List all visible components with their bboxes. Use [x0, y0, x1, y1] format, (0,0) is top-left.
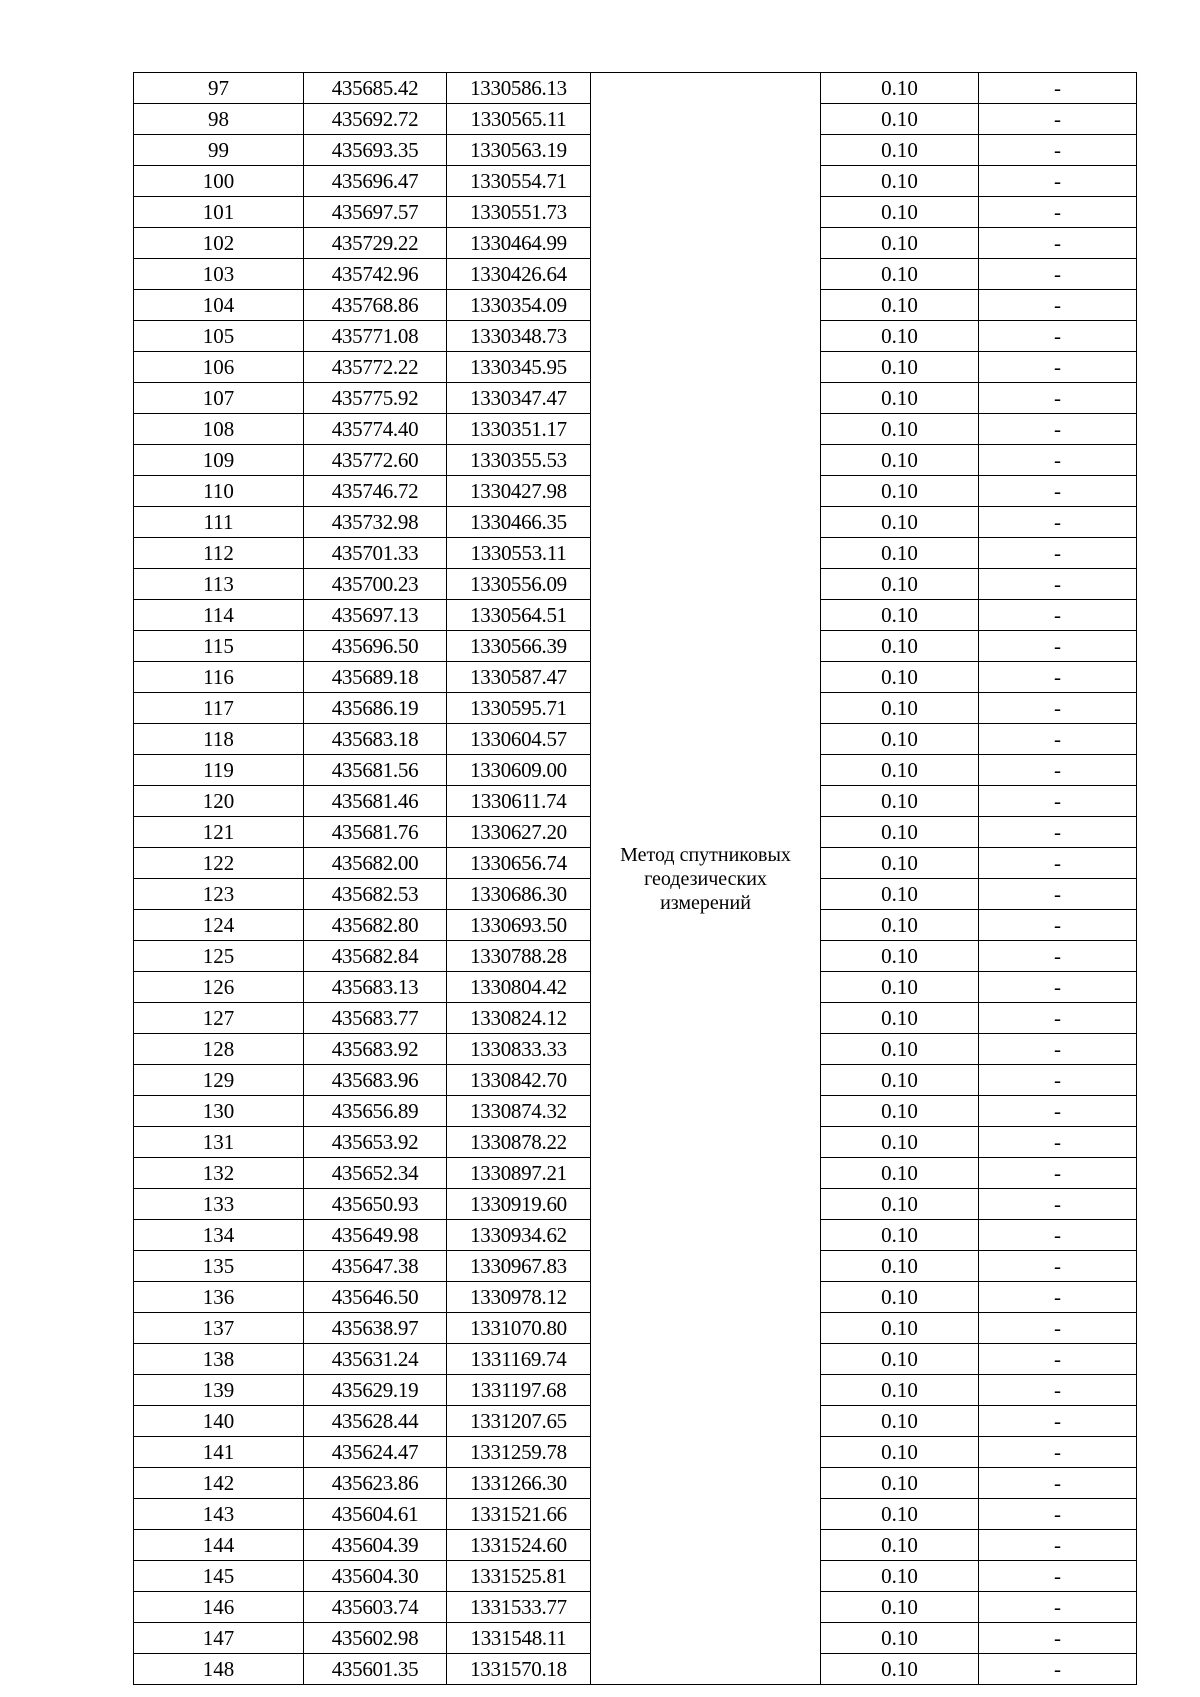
accuracy-cell: 0.10: [821, 631, 979, 662]
point-number-cell: 135: [134, 1251, 304, 1282]
point-number-cell: 132: [134, 1158, 304, 1189]
point-number-cell: 115: [134, 631, 304, 662]
x-coordinate-cell: 435692.72: [304, 104, 447, 135]
y-coordinate-cell: 1330627.20: [447, 817, 591, 848]
x-coordinate-cell: 435682.00: [304, 848, 447, 879]
accuracy-cell: 0.10: [821, 1313, 979, 1344]
y-coordinate-cell: 1330788.28: [447, 941, 591, 972]
note-cell: -: [979, 786, 1137, 817]
accuracy-cell: 0.10: [821, 321, 979, 352]
note-cell: -: [979, 445, 1137, 476]
y-coordinate-cell: 1330656.74: [447, 848, 591, 879]
x-coordinate-cell: 435693.35: [304, 135, 447, 166]
accuracy-cell: 0.10: [821, 693, 979, 724]
y-coordinate-cell: 1330551.73: [447, 197, 591, 228]
y-coordinate-cell: 1330978.12: [447, 1282, 591, 1313]
x-coordinate-cell: 435696.47: [304, 166, 447, 197]
point-number-cell: 119: [134, 755, 304, 786]
y-coordinate-cell: 1330611.74: [447, 786, 591, 817]
accuracy-cell: 0.10: [821, 1034, 979, 1065]
y-coordinate-cell: 1331524.60: [447, 1530, 591, 1561]
x-coordinate-cell: 435700.23: [304, 569, 447, 600]
point-number-cell: 101: [134, 197, 304, 228]
point-number-cell: 108: [134, 414, 304, 445]
accuracy-cell: 0.10: [821, 1189, 979, 1220]
note-cell: -: [979, 910, 1137, 941]
point-number-cell: 146: [134, 1592, 304, 1623]
point-number-cell: 110: [134, 476, 304, 507]
note-cell: -: [979, 755, 1137, 786]
point-number-cell: 126: [134, 972, 304, 1003]
note-cell: -: [979, 1623, 1137, 1654]
accuracy-cell: 0.10: [821, 848, 979, 879]
y-coordinate-cell: 1330464.99: [447, 228, 591, 259]
x-coordinate-cell: 435742.96: [304, 259, 447, 290]
x-coordinate-cell: 435729.22: [304, 228, 447, 259]
accuracy-cell: 0.10: [821, 817, 979, 848]
point-number-cell: 112: [134, 538, 304, 569]
note-cell: -: [979, 383, 1137, 414]
note-cell: -: [979, 1654, 1137, 1685]
x-coordinate-cell: 435604.30: [304, 1561, 447, 1592]
x-coordinate-cell: 435683.13: [304, 972, 447, 1003]
y-coordinate-cell: 1330686.30: [447, 879, 591, 910]
accuracy-cell: 0.10: [821, 507, 979, 538]
point-number-cell: 138: [134, 1344, 304, 1375]
y-coordinate-cell: 1330609.00: [447, 755, 591, 786]
y-coordinate-cell: 1330587.47: [447, 662, 591, 693]
accuracy-cell: 0.10: [821, 1530, 979, 1561]
note-cell: -: [979, 1561, 1137, 1592]
note-cell: -: [979, 259, 1137, 290]
note-cell: -: [979, 73, 1137, 104]
note-cell: -: [979, 1065, 1137, 1096]
point-number-cell: 136: [134, 1282, 304, 1313]
point-number-cell: 121: [134, 817, 304, 848]
note-cell: -: [979, 817, 1137, 848]
accuracy-cell: 0.10: [821, 228, 979, 259]
note-cell: -: [979, 197, 1137, 228]
accuracy-cell: 0.10: [821, 724, 979, 755]
point-number-cell: 124: [134, 910, 304, 941]
point-number-cell: 100: [134, 166, 304, 197]
note-cell: -: [979, 1282, 1137, 1313]
y-coordinate-cell: 1330804.42: [447, 972, 591, 1003]
y-coordinate-cell: 1331259.78: [447, 1437, 591, 1468]
x-coordinate-cell: 435686.19: [304, 693, 447, 724]
x-coordinate-cell: 435603.74: [304, 1592, 447, 1623]
note-cell: -: [979, 228, 1137, 259]
point-number-cell: 103: [134, 259, 304, 290]
point-number-cell: 106: [134, 352, 304, 383]
y-coordinate-cell: 1330427.98: [447, 476, 591, 507]
point-number-cell: 133: [134, 1189, 304, 1220]
point-number-cell: 127: [134, 1003, 304, 1034]
accuracy-cell: 0.10: [821, 786, 979, 817]
accuracy-cell: 0.10: [821, 1220, 979, 1251]
x-coordinate-cell: 435682.80: [304, 910, 447, 941]
point-number-cell: 102: [134, 228, 304, 259]
x-coordinate-cell: 435683.18: [304, 724, 447, 755]
note-cell: -: [979, 941, 1137, 972]
note-cell: -: [979, 1189, 1137, 1220]
accuracy-cell: 0.10: [821, 1499, 979, 1530]
accuracy-cell: 0.10: [821, 755, 979, 786]
accuracy-cell: 0.10: [821, 1654, 979, 1685]
y-coordinate-cell: 1330604.57: [447, 724, 591, 755]
note-cell: -: [979, 879, 1137, 910]
x-coordinate-cell: 435682.53: [304, 879, 447, 910]
point-number-cell: 139: [134, 1375, 304, 1406]
point-number-cell: 145: [134, 1561, 304, 1592]
accuracy-cell: 0.10: [821, 414, 979, 445]
note-cell: -: [979, 104, 1137, 135]
point-number-cell: 147: [134, 1623, 304, 1654]
y-coordinate-cell: 1330693.50: [447, 910, 591, 941]
point-number-cell: 129: [134, 1065, 304, 1096]
accuracy-cell: 0.10: [821, 166, 979, 197]
note-cell: -: [979, 352, 1137, 383]
note-cell: -: [979, 972, 1137, 1003]
point-number-cell: 122: [134, 848, 304, 879]
coordinates-table: [133, 72, 1137, 1685]
y-coordinate-cell: 1330348.73: [447, 321, 591, 352]
y-coordinate-cell: 1330556.09: [447, 569, 591, 600]
y-coordinate-cell: 1330897.21: [447, 1158, 591, 1189]
accuracy-cell: 0.10: [821, 1251, 979, 1282]
accuracy-cell: 0.10: [821, 879, 979, 910]
point-number-cell: 125: [134, 941, 304, 972]
point-number-cell: 104: [134, 290, 304, 321]
x-coordinate-cell: 435701.33: [304, 538, 447, 569]
x-coordinate-cell: 435746.72: [304, 476, 447, 507]
note-cell: -: [979, 1375, 1137, 1406]
y-coordinate-cell: 1331266.30: [447, 1468, 591, 1499]
accuracy-cell: 0.10: [821, 1437, 979, 1468]
accuracy-cell: 0.10: [821, 476, 979, 507]
point-number-cell: 123: [134, 879, 304, 910]
note-cell: -: [979, 1468, 1137, 1499]
x-coordinate-cell: 435629.19: [304, 1375, 447, 1406]
y-coordinate-cell: 1330564.51: [447, 600, 591, 631]
x-coordinate-cell: 435683.96: [304, 1065, 447, 1096]
x-coordinate-cell: 435689.18: [304, 662, 447, 693]
x-coordinate-cell: 435652.34: [304, 1158, 447, 1189]
x-coordinate-cell: 435696.50: [304, 631, 447, 662]
accuracy-cell: 0.10: [821, 104, 979, 135]
accuracy-cell: 0.10: [821, 197, 979, 228]
x-coordinate-cell: 435649.98: [304, 1220, 447, 1251]
y-coordinate-cell: 1330351.17: [447, 414, 591, 445]
x-coordinate-cell: 435697.13: [304, 600, 447, 631]
x-coordinate-cell: 435646.50: [304, 1282, 447, 1313]
y-coordinate-cell: 1331197.68: [447, 1375, 591, 1406]
point-number-cell: 143: [134, 1499, 304, 1530]
note-cell: -: [979, 538, 1137, 569]
point-number-cell: 120: [134, 786, 304, 817]
point-number-cell: 116: [134, 662, 304, 693]
x-coordinate-cell: 435768.86: [304, 290, 447, 321]
note-cell: -: [979, 1251, 1137, 1282]
accuracy-cell: 0.10: [821, 1623, 979, 1654]
x-coordinate-cell: 435732.98: [304, 507, 447, 538]
x-coordinate-cell: 435683.77: [304, 1003, 447, 1034]
accuracy-cell: 0.10: [821, 600, 979, 631]
point-number-cell: 97: [134, 73, 304, 104]
x-coordinate-cell: 435604.61: [304, 1499, 447, 1530]
x-coordinate-cell: 435628.44: [304, 1406, 447, 1437]
y-coordinate-cell: 1330354.09: [447, 290, 591, 321]
x-coordinate-cell: 435631.24: [304, 1344, 447, 1375]
note-cell: -: [979, 166, 1137, 197]
y-coordinate-cell: 1331533.77: [447, 1592, 591, 1623]
point-number-cell: 142: [134, 1468, 304, 1499]
note-cell: -: [979, 600, 1137, 631]
x-coordinate-cell: 435681.56: [304, 755, 447, 786]
y-coordinate-cell: 1330466.35: [447, 507, 591, 538]
point-number-cell: 140: [134, 1406, 304, 1437]
point-number-cell: 109: [134, 445, 304, 476]
x-coordinate-cell: 435650.93: [304, 1189, 447, 1220]
accuracy-cell: 0.10: [821, 1344, 979, 1375]
note-cell: -: [979, 569, 1137, 600]
note-cell: -: [979, 1344, 1137, 1375]
point-number-cell: 131: [134, 1127, 304, 1158]
y-coordinate-cell: 1331525.81: [447, 1561, 591, 1592]
point-number-cell: 134: [134, 1220, 304, 1251]
y-coordinate-cell: 1330355.53: [447, 445, 591, 476]
x-coordinate-cell: 435604.39: [304, 1530, 447, 1561]
note-cell: -: [979, 476, 1137, 507]
point-number-cell: 130: [134, 1096, 304, 1127]
y-coordinate-cell: 1331548.11: [447, 1623, 591, 1654]
accuracy-cell: 0.10: [821, 383, 979, 414]
y-coordinate-cell: 1330874.32: [447, 1096, 591, 1127]
accuracy-cell: 0.10: [821, 73, 979, 104]
accuracy-cell: 0.10: [821, 662, 979, 693]
x-coordinate-cell: 435656.89: [304, 1096, 447, 1127]
accuracy-cell: 0.10: [821, 1127, 979, 1158]
note-cell: -: [979, 1437, 1137, 1468]
note-cell: -: [979, 1003, 1137, 1034]
note-cell: -: [979, 1127, 1137, 1158]
x-coordinate-cell: 435682.84: [304, 941, 447, 972]
y-coordinate-cell: 1330824.12: [447, 1003, 591, 1034]
y-coordinate-cell: 1330347.47: [447, 383, 591, 414]
note-cell: -: [979, 1096, 1137, 1127]
x-coordinate-cell: 435602.98: [304, 1623, 447, 1654]
note-cell: -: [979, 507, 1137, 538]
y-coordinate-cell: 1330563.19: [447, 135, 591, 166]
y-coordinate-cell: 1330833.33: [447, 1034, 591, 1065]
point-number-cell: 114: [134, 600, 304, 631]
x-coordinate-cell: 435624.47: [304, 1437, 447, 1468]
y-coordinate-cell: 1330426.64: [447, 259, 591, 290]
accuracy-cell: 0.10: [821, 1158, 979, 1189]
accuracy-cell: 0.10: [821, 1282, 979, 1313]
y-coordinate-cell: 1330967.83: [447, 1251, 591, 1282]
y-coordinate-cell: 1330345.95: [447, 352, 591, 383]
accuracy-cell: 0.10: [821, 1592, 979, 1623]
accuracy-cell: 0.10: [821, 910, 979, 941]
point-number-cell: 113: [134, 569, 304, 600]
x-coordinate-cell: 435685.42: [304, 73, 447, 104]
y-coordinate-cell: 1331169.74: [447, 1344, 591, 1375]
point-number-cell: 141: [134, 1437, 304, 1468]
x-coordinate-cell: 435774.40: [304, 414, 447, 445]
accuracy-cell: 0.10: [821, 1561, 979, 1592]
y-coordinate-cell: 1330878.22: [447, 1127, 591, 1158]
note-cell: -: [979, 724, 1137, 755]
y-coordinate-cell: 1330566.39: [447, 631, 591, 662]
x-coordinate-cell: 435772.22: [304, 352, 447, 383]
accuracy-cell: 0.10: [821, 1406, 979, 1437]
table-row: [134, 73, 1137, 104]
y-coordinate-cell: 1330919.60: [447, 1189, 591, 1220]
note-cell: -: [979, 848, 1137, 879]
accuracy-cell: 0.10: [821, 1003, 979, 1034]
y-coordinate-cell: 1331521.66: [447, 1499, 591, 1530]
note-cell: -: [979, 1530, 1137, 1561]
accuracy-cell: 0.10: [821, 1096, 979, 1127]
accuracy-cell: 0.10: [821, 259, 979, 290]
note-cell: -: [979, 414, 1137, 445]
x-coordinate-cell: 435697.57: [304, 197, 447, 228]
point-number-cell: 98: [134, 104, 304, 135]
x-coordinate-cell: 435772.60: [304, 445, 447, 476]
x-coordinate-cell: 435771.08: [304, 321, 447, 352]
accuracy-cell: 0.10: [821, 352, 979, 383]
note-cell: -: [979, 1499, 1137, 1530]
note-cell: -: [979, 1592, 1137, 1623]
y-coordinate-cell: 1330586.13: [447, 73, 591, 104]
note-cell: -: [979, 1034, 1137, 1065]
accuracy-cell: 0.10: [821, 1065, 979, 1096]
accuracy-cell: 0.10: [821, 972, 979, 1003]
accuracy-cell: 0.10: [821, 569, 979, 600]
point-number-cell: 144: [134, 1530, 304, 1561]
accuracy-cell: 0.10: [821, 941, 979, 972]
x-coordinate-cell: 435681.46: [304, 786, 447, 817]
y-coordinate-cell: 1331070.80: [447, 1313, 591, 1344]
y-coordinate-cell: 1330842.70: [447, 1065, 591, 1096]
point-number-cell: 118: [134, 724, 304, 755]
y-coordinate-cell: 1330554.71: [447, 166, 591, 197]
note-cell: -: [979, 1220, 1137, 1251]
point-number-cell: 128: [134, 1034, 304, 1065]
point-number-cell: 107: [134, 383, 304, 414]
y-coordinate-cell: 1330595.71: [447, 693, 591, 724]
x-coordinate-cell: 435775.92: [304, 383, 447, 414]
y-coordinate-cell: 1330565.11: [447, 104, 591, 135]
x-coordinate-cell: 435683.92: [304, 1034, 447, 1065]
y-coordinate-cell: 1331207.65: [447, 1406, 591, 1437]
accuracy-cell: 0.10: [821, 1375, 979, 1406]
accuracy-cell: 0.10: [821, 135, 979, 166]
x-coordinate-cell: 435638.97: [304, 1313, 447, 1344]
coordinates-table-body: [134, 73, 1137, 1685]
point-number-cell: 117: [134, 693, 304, 724]
x-coordinate-cell: 435601.35: [304, 1654, 447, 1685]
y-coordinate-cell: 1331570.18: [447, 1654, 591, 1685]
accuracy-cell: 0.10: [821, 1468, 979, 1499]
point-number-cell: 137: [134, 1313, 304, 1344]
note-cell: -: [979, 135, 1137, 166]
accuracy-cell: 0.10: [821, 445, 979, 476]
accuracy-cell: 0.10: [821, 538, 979, 569]
note-cell: -: [979, 1406, 1137, 1437]
note-cell: -: [979, 662, 1137, 693]
x-coordinate-cell: 435623.86: [304, 1468, 447, 1499]
note-cell: -: [979, 693, 1137, 724]
note-cell: -: [979, 1313, 1137, 1344]
y-coordinate-cell: 1330553.11: [447, 538, 591, 569]
x-coordinate-cell: 435647.38: [304, 1251, 447, 1282]
y-coordinate-cell: 1330934.62: [447, 1220, 591, 1251]
point-number-cell: 105: [134, 321, 304, 352]
method-cell: Метод спутниковых геодезических измерений: [591, 73, 821, 1685]
note-cell: -: [979, 321, 1137, 352]
note-cell: -: [979, 290, 1137, 321]
note-cell: -: [979, 1158, 1137, 1189]
x-coordinate-cell: 435653.92: [304, 1127, 447, 1158]
point-number-cell: 148: [134, 1654, 304, 1685]
note-cell: -: [979, 631, 1137, 662]
x-coordinate-cell: 435681.76: [304, 817, 447, 848]
accuracy-cell: 0.10: [821, 290, 979, 321]
point-number-cell: 111: [134, 507, 304, 538]
point-number-cell: 99: [134, 135, 304, 166]
